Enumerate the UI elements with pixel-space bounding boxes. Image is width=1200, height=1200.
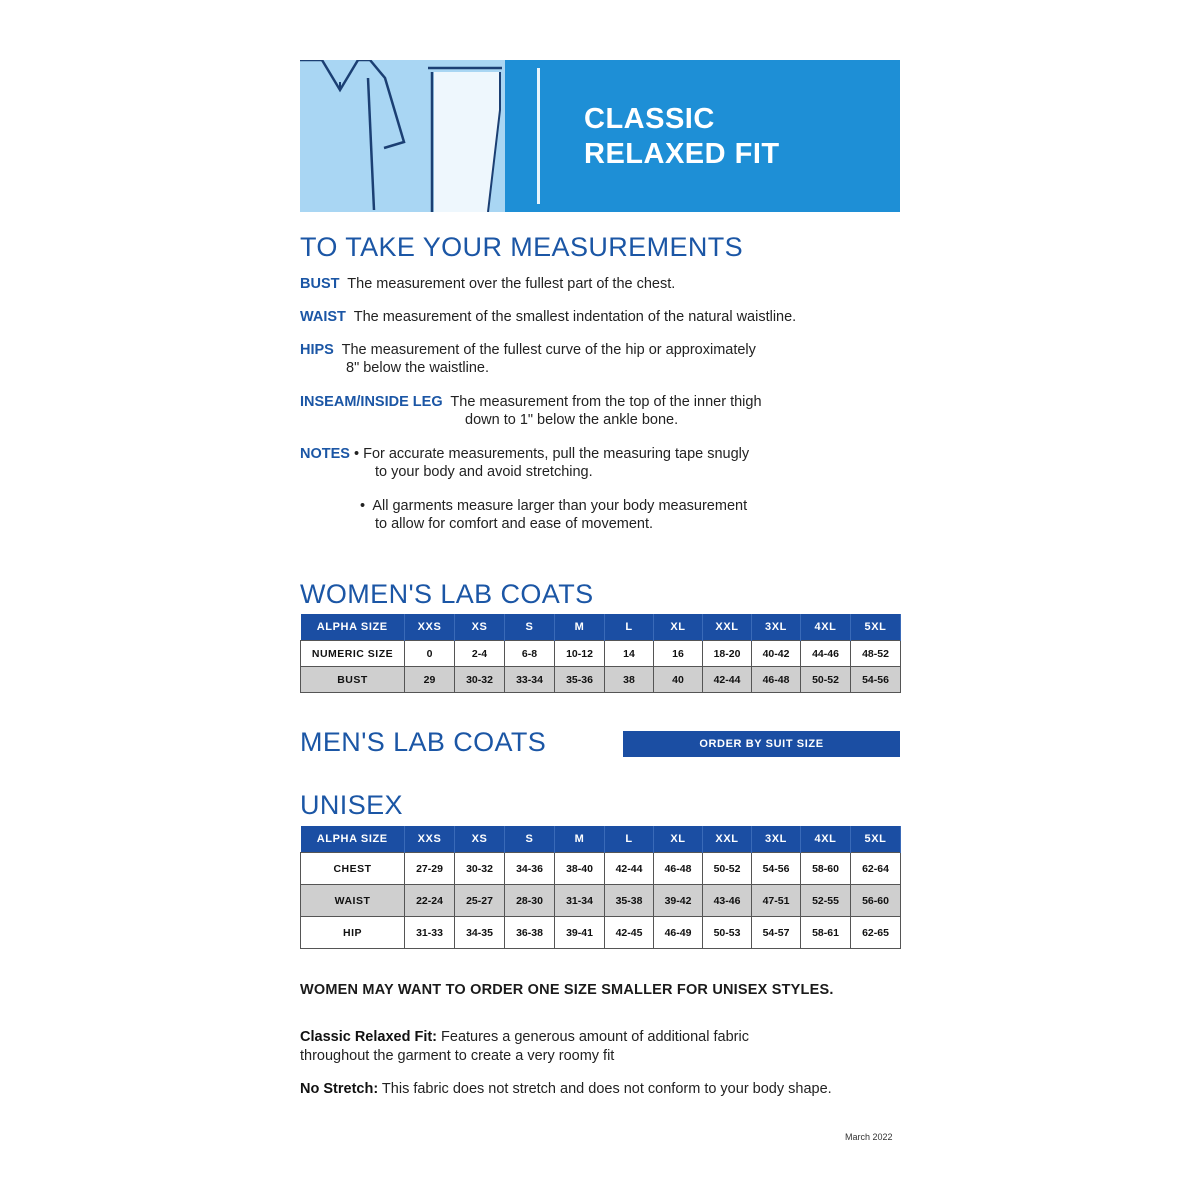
banner-divider (537, 68, 540, 204)
banner-title-line2: RELAXED FIT (584, 138, 780, 170)
table-row (301, 853, 901, 885)
womens-size-table (300, 614, 901, 693)
header-size-cell: XXS (405, 614, 455, 641)
text-inseam-line1: The measurement from the top of the inner thigh (450, 394, 762, 410)
scrub-top-and-pants-icon (300, 60, 505, 212)
header-size-cell: XL (654, 614, 703, 641)
value-cell: 34-35 (455, 917, 505, 949)
value-cell: 31-33 (405, 917, 455, 949)
header-size-cell: 3XL (752, 826, 801, 853)
header-size-cell: XXL (703, 826, 752, 853)
text-hips-line2: 8" below the waistline. (346, 360, 489, 376)
value-cell: 28-30 (505, 885, 555, 917)
note-bullet: • (360, 498, 366, 514)
value-cell: 14 (605, 641, 654, 667)
value-cell: 44-46 (801, 641, 851, 667)
value-cell: 46-48 (654, 853, 703, 885)
value-cell: 25-27 (455, 885, 505, 917)
value-cell: 54-56 (752, 853, 801, 885)
row-label-cell: BUST (301, 667, 405, 693)
unisex-warning: WOMEN MAY WANT TO ORDER ONE SIZE SMALLER FOR UNISEX STYLES. (300, 982, 834, 998)
value-cell: 29 (405, 667, 455, 693)
header-size-cell: 4XL (801, 614, 851, 641)
value-cell: 30-32 (455, 853, 505, 885)
row-label-cell: HIP (301, 917, 405, 949)
relaxed-fit-line2: throughout the garment to create a very roomy fit (300, 1048, 615, 1064)
header-size-cell: S (505, 826, 555, 853)
header-size-cell: L (605, 614, 654, 641)
no-stretch-text: This fabric does not stretch and does not conform to your body shape. (378, 1081, 832, 1097)
relaxed-fit-label: Classic Relaxed Fit: (300, 1029, 437, 1045)
value-cell: 48-52 (851, 641, 901, 667)
header-size-cell: XXL (703, 614, 752, 641)
text-waist: The measurement of the smallest indentation of the natural waistline. (353, 309, 797, 325)
note-bullet: • (353, 446, 360, 462)
value-cell: 27-29 (405, 853, 455, 885)
value-cell: 10-12 (555, 641, 605, 667)
value-cell: 35-38 (605, 885, 654, 917)
value-cell: 30-32 (455, 667, 505, 693)
value-cell: 38-40 (555, 853, 605, 885)
relaxed-fit-line1: Features a generous amount of additional fabric (437, 1029, 749, 1045)
table-row (301, 641, 901, 667)
value-cell: 22-24 (405, 885, 455, 917)
note1-line1: For accurate measurements, pull the measuring tape snugly (363, 446, 750, 462)
value-cell: 52-55 (801, 885, 851, 917)
def-waist (300, 309, 796, 325)
value-cell: 40 (654, 667, 703, 693)
value-cell: 43-46 (703, 885, 752, 917)
value-cell: 36-38 (505, 917, 555, 949)
womens-heading: WOMEN'S LAB COATS (300, 579, 594, 609)
header-size-cell: XL (654, 826, 703, 853)
value-cell: 50-52 (801, 667, 851, 693)
def-bust (300, 276, 675, 292)
header-size-cell: M (555, 826, 605, 853)
no-stretch-description (300, 1080, 832, 1099)
mens-heading: MEN'S LAB COATS (300, 727, 547, 757)
value-cell: 0 (405, 641, 455, 667)
value-cell: 31-34 (555, 885, 605, 917)
value-cell: 42-44 (703, 667, 752, 693)
table-row (301, 917, 901, 949)
unisex-heading: UNISEX (300, 790, 403, 820)
value-cell: 46-49 (654, 917, 703, 949)
text-hips-line1: The measurement of the fullest curve of the hip or approximately (341, 342, 756, 358)
fit-banner (300, 60, 900, 212)
value-cell: 58-61 (801, 917, 851, 949)
value-cell: 62-64 (851, 853, 901, 885)
value-cell: 33-34 (505, 667, 555, 693)
header-label-cell: ALPHA SIZE (301, 826, 405, 853)
value-cell: 42-44 (605, 853, 654, 885)
value-cell: 50-52 (703, 853, 752, 885)
value-cell: 39-42 (654, 885, 703, 917)
no-stretch-label: No Stretch: (300, 1081, 379, 1097)
value-cell: 34-36 (505, 853, 555, 885)
header-size-cell: XS (455, 826, 505, 853)
value-cell: 47-51 (752, 885, 801, 917)
value-cell: 54-56 (851, 667, 901, 693)
term-waist: WAIST (300, 309, 346, 325)
measurements-heading: TO TAKE YOUR MEASUREMENTS (300, 232, 744, 262)
header-size-cell: L (605, 826, 654, 853)
term-inseam: INSEAM/INSIDE LEG (300, 394, 443, 410)
note1-line2: to your body and avoid stretching. (375, 464, 593, 480)
value-cell: 54-57 (752, 917, 801, 949)
header-size-cell: S (505, 614, 555, 641)
term-bust: BUST (300, 276, 340, 292)
term-notes: NOTES (300, 446, 350, 462)
header-size-cell: 5XL (851, 826, 901, 853)
unisex-size-table (300, 826, 901, 949)
value-cell: 38 (605, 667, 654, 693)
value-cell: 58-60 (801, 853, 851, 885)
value-cell: 46-48 (752, 667, 801, 693)
value-cell: 18-20 (703, 641, 752, 667)
value-cell: 42-45 (605, 917, 654, 949)
header-size-cell: 4XL (801, 826, 851, 853)
row-label-cell: WAIST (301, 885, 405, 917)
header-label-cell: ALPHA SIZE (301, 614, 405, 641)
table-row (301, 885, 901, 917)
def-notes (300, 446, 750, 532)
value-cell: 6-8 (505, 641, 555, 667)
row-label-cell: NUMERIC SIZE (301, 641, 405, 667)
note2-line2: to allow for comfort and ease of movement. (375, 516, 654, 532)
note2-line1: • All garments measure larger than your body measurement (360, 498, 748, 514)
value-cell: 39-41 (555, 917, 605, 949)
def-inseam (300, 394, 762, 428)
header-size-cell: M (555, 614, 605, 641)
value-cell: 35-36 (555, 667, 605, 693)
row-label-cell: CHEST (301, 853, 405, 885)
def-hips (300, 342, 756, 376)
relaxed-fit-description (300, 1028, 749, 1066)
table-row (301, 667, 901, 693)
revision-date: March 2022 (845, 1132, 893, 1142)
term-hips: HIPS (300, 342, 334, 358)
value-cell: 2-4 (455, 641, 505, 667)
value-cell: 16 (654, 641, 703, 667)
banner-title (584, 102, 780, 172)
value-cell: 56-60 (851, 885, 901, 917)
header-size-cell: XXS (405, 826, 455, 853)
value-cell: 62-65 (851, 917, 901, 949)
text-bust: The measurement over the fullest part of the chest. (347, 276, 676, 292)
header-size-cell: 3XL (752, 614, 801, 641)
header-size-cell: 5XL (851, 614, 901, 641)
order-by-suit-size-badge: ORDER BY SUIT SIZE (623, 731, 900, 757)
text-inseam-line2: down to 1" below the ankle bone. (465, 412, 679, 428)
banner-title-line1: CLASSIC (584, 103, 715, 135)
value-cell: 50-53 (703, 917, 752, 949)
value-cell: 40-42 (752, 641, 801, 667)
header-size-cell: XS (455, 614, 505, 641)
